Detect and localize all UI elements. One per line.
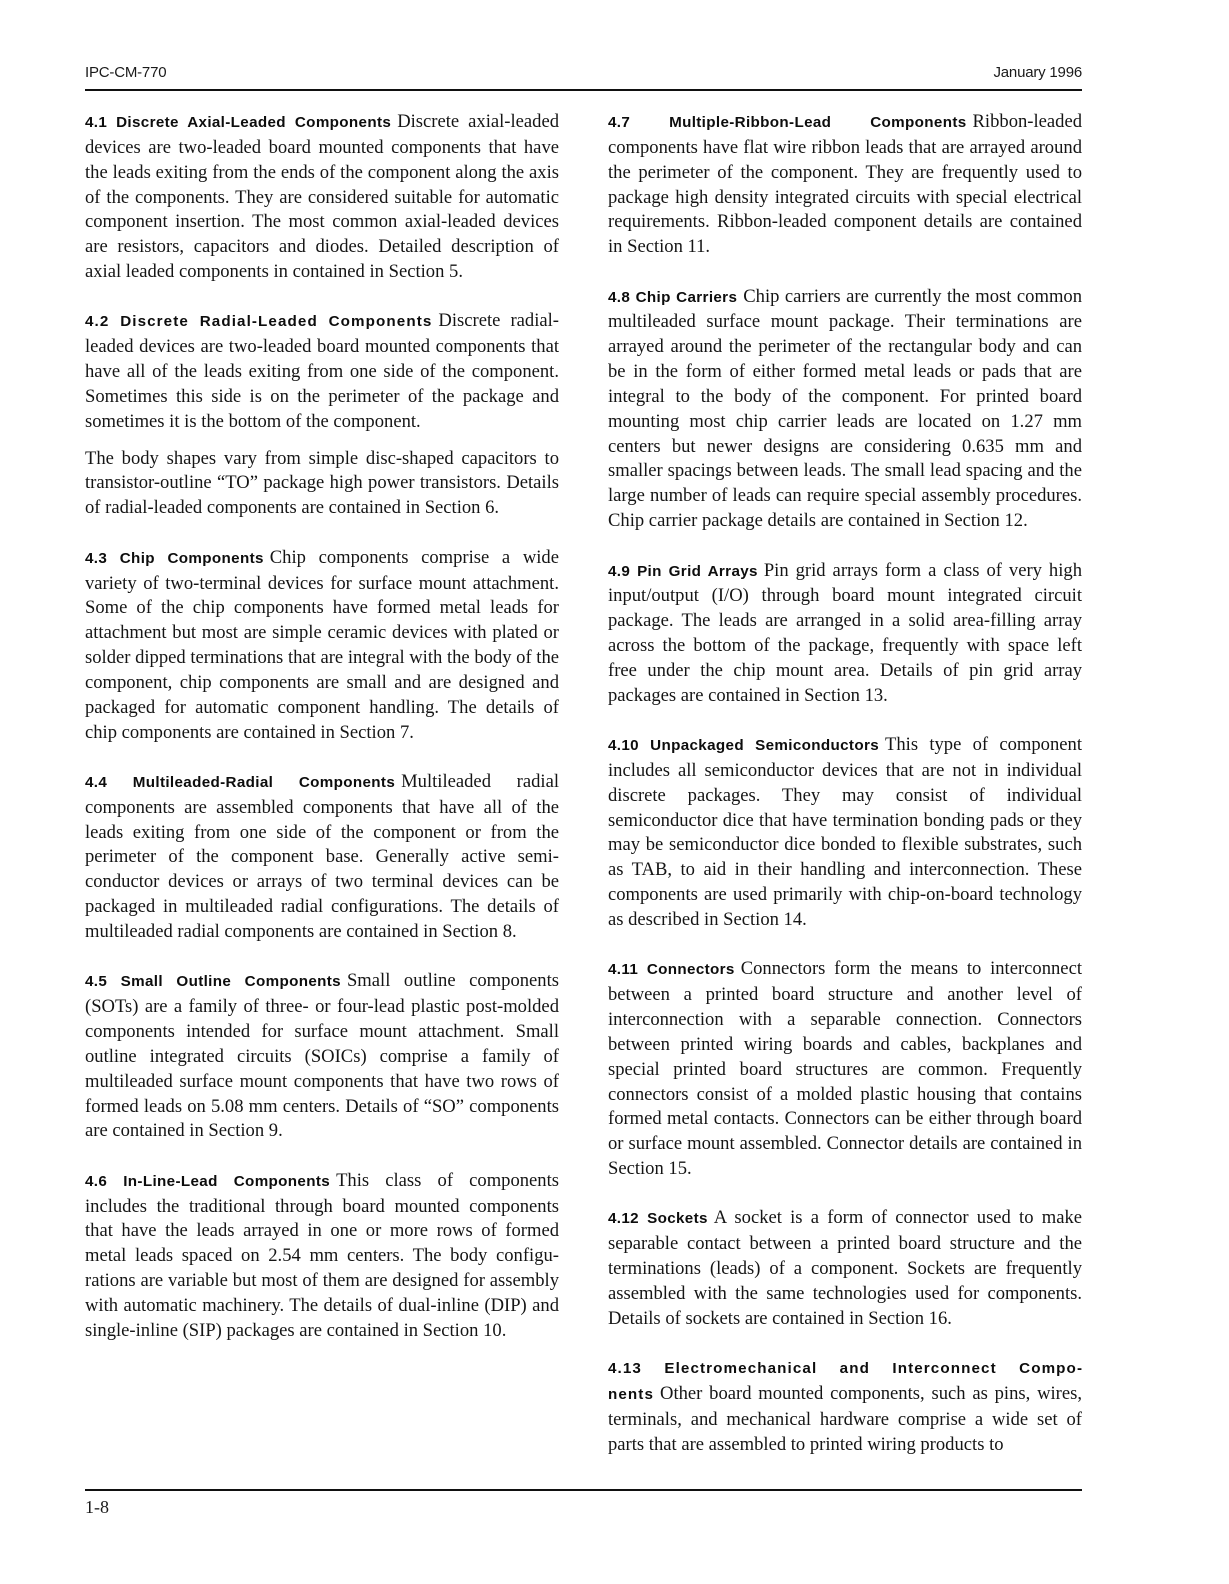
section-paragraph: The body shapes vary from simple disc-shaped capacitors to transistor-outline “TO” package high power transistors. Details of radial-leaded components are contained in Section 6. <box>85 447 559 519</box>
section-body: Connectors form the means to interconnect between a printed board structure and another level of interconnection with a separable connection. Connectors between printed wiring boards and cables, backplanes and special printed board structures are common. Frequently connectors consist of a molded plastic housing that contains formed metal contacts. Connectors can be either through board or surface mount assembled. Connector details are contained in Section 15. <box>608 958 1082 1180</box>
header-rule <box>85 89 1082 91</box>
section-body: Small outline components (SOTs) are a family of three- or four-lead plastic post-molded components intended for surface mount attachment. Small outline integrated circuits (SOICs) comprise a family of multileaded surface mount components that have two rows of formed leads on 5.08 mm centers. Details of “SO” components are contained in Section 9. <box>85 970 559 1142</box>
section-paragraph <box>85 110 559 285</box>
section-paragraph <box>85 309 559 434</box>
section-heading: 4.7 Multiple-Ribbon-Lead Components <box>608 114 967 131</box>
section-paragraph <box>608 1356 1082 1457</box>
section-body: This type of component includes all semiconductor devices that are not in individual discrete packages. They may consist of individual semiconductor dice that have termination bonding pads or they may be semiconductor dice bonded to flexible substrates, such as TAB, to aid in their handling and interconnection. These components are used primarily with chip-on-board technology as described in Section 14. <box>608 734 1082 930</box>
section-heading: 4.8 Chip Carriers <box>608 288 738 306</box>
right-column <box>608 110 1082 1482</box>
section-heading: 4.1 Discrete Axial-Leaded Components <box>85 114 392 131</box>
section-4-13 <box>608 1356 1082 1457</box>
section-4-12 <box>608 1206 1082 1331</box>
section-heading: 4.11 Connectors <box>608 961 735 979</box>
section-4-1 <box>85 110 559 285</box>
section-heading: 4.4 Multileaded-Radial Components <box>85 773 396 791</box>
section-heading: 4.5 Small Outline Components <box>85 973 341 991</box>
section-4-7 <box>608 110 1082 260</box>
section-paragraph <box>608 733 1082 933</box>
section-body: Discrete radial-leaded devices are two-leaded board mounted components that have all of the leads exiting from one side of the component. Sometimes this side is on the perimeter of the package and sometimes it is the bottom of the component. <box>85 310 559 432</box>
section-paragraph <box>85 969 559 1144</box>
section-paragraph <box>608 285 1082 534</box>
document-date: January 1996 <box>993 64 1082 81</box>
section-4-5 <box>85 969 559 1144</box>
section-body: Chip components comprise a wide variety of two-terminal devices for surface mount attachment. Some of the chip components have formed metal leads for attachment but most are simple ceramic devices with plated or solder dipped terminations that are integral with the body of the component, chip components are small and are designed and packaged for automatic component handling. The details of chip components are contained in Section 7. <box>85 546 560 743</box>
section-heading: 4.3 Chip Components <box>85 549 264 567</box>
section-4-9 <box>608 559 1082 709</box>
section-body: Pin grid arrays form a class of very high input/output (I/O) through board mount integrated circuit package. The leads are arranged in a solid area-filling array across the bottom of the package, frequently with space left free under the chip mount area. Details of pin grid array packages are contained in Section 13. <box>608 559 1082 706</box>
section-heading: 4.2 Discrete Radial-Leaded Components <box>85 313 433 331</box>
section-4-6 <box>85 1169 559 1344</box>
section-4-4 <box>85 770 559 945</box>
section-4-11 <box>608 957 1082 1182</box>
section-paragraph <box>85 770 559 945</box>
page-number: 1-8 <box>85 1497 109 1517</box>
section-body: Chip carriers are currently the most common multileaded surface mount package. Their terminations are arrayed around the perimeter of the rectangular body and can be in the form of either formed metal leads or pads that are integral to the body of the component. For printed board mounting most chip carrier leads are located on 1.27 mm centers but newer designs are considering 0.635 mm and smaller spacings between leads. The small lead spacing and the large number of leads can require special assembly procedures. Chip carrier package details are contained in Section 12. <box>608 285 1082 532</box>
section-heading: 4.9 Pin Grid Arrays <box>608 562 758 580</box>
section-heading: 4.6 In-Line-Lead Components <box>85 1172 331 1190</box>
section-paragraph <box>85 1169 559 1344</box>
section-body: Multileaded radial components are assembled components that have all of the leads exiting from one side of the component or from the perimeter of the component base. Generally active semiconductor devices or arrays of two terminal devices can be packaged in multileaded radial configurations. The details of multileaded radial components are contained in Section 8. <box>85 770 559 942</box>
section-4-2-continued <box>85 447 559 522</box>
section-paragraph <box>85 546 559 746</box>
document-id: IPC-CM-770 <box>85 64 167 81</box>
section-heading: 4.13 Electromechanical and Interconnect Components <box>608 1360 1082 1403</box>
section-paragraph <box>608 110 1082 260</box>
section-body: A socket is a form of connector used to make separable contact between a printed board structure and the terminations (leads) of a component. Sockets are frequently assembled with the same technologies used for components. Details of sockets are contained in Section 16. <box>608 1207 1082 1329</box>
section-body: Other board mounted components, such as pins, wires, terminals, and mechanical hardware comprise a wide set of parts that are assembled to printed wiring products to <box>608 1382 1082 1455</box>
section-4-3 <box>85 546 559 746</box>
section-paragraph <box>608 1206 1082 1331</box>
left-column <box>85 110 559 1368</box>
footer-rule <box>85 1489 1082 1491</box>
section-body: Discrete axial-leaded devices are two-leaded board mounted components that have the leads exiting from the ends of the component along the axis of the components. They are considered suitable for automatic component insertion. The most common axial-leaded devices are resistors, capacitors and diodes. Detailed description of axial leaded components in contained in Section 5. <box>85 111 559 283</box>
section-4-2 <box>85 309 559 434</box>
section-paragraph <box>608 957 1082 1182</box>
section-4-8 <box>608 285 1082 534</box>
page-header <box>85 62 1082 84</box>
section-4-10 <box>608 733 1082 933</box>
section-body: Ribbon-leaded components have flat wire ribbon leads that are arrayed around the perimeter of the component. They are frequently used to package high density integrated circuits with special electrical requirements. Ribbon-leaded component details are contained in Section 11. <box>608 111 1082 258</box>
section-heading: 4.12 Sockets <box>608 1210 708 1228</box>
section-body: This class of components includes the traditional through board mounted components that have the leads arrayed in one or more rows of formed metal leads spaced on 2.54 mm centers. The body configurations are variable but most of them are designed for assembly with automatic machinery. The details of dual-inline (DIP) and single-inline (SIP) packages are contained in Section 10. <box>85 1169 559 1341</box>
section-heading: 4.10 Unpackaged Semiconductors <box>608 737 880 755</box>
section-paragraph <box>608 559 1082 709</box>
